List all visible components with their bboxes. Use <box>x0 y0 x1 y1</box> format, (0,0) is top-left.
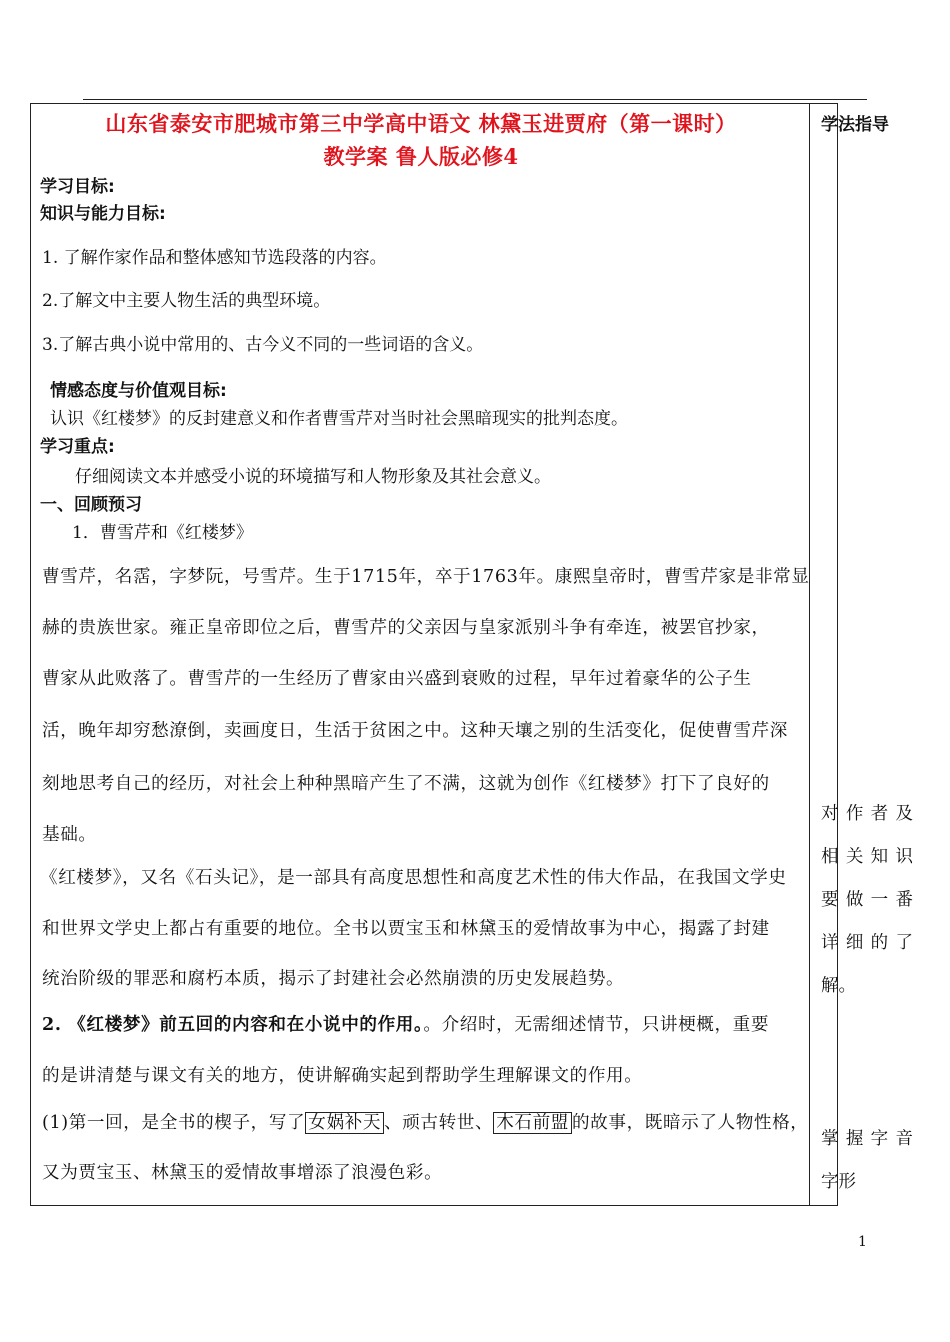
document-title-line1: 山东省泰安市肥城市第三中学高中语文 林黛玉进贾府（第一课时） <box>105 111 737 136</box>
hlm-paragraph-line: 《红楼梦》，又名《石头记》，是一部具有高度思想性和高度艺术性的伟大作品，在我国文学史 <box>40 868 787 888</box>
main-table-frame <box>30 103 838 1206</box>
cao-paragraph-line: 刻地思考自己的经历，对社会上种种黑暗产生了不满，这就为创作《红楼梦》打下了良好的 <box>42 774 770 794</box>
knowledge-item-1: 1. 了解作家作品和整体感知节选段落的内容。 <box>42 248 387 268</box>
cao-paragraph-line: 基础。 <box>42 825 97 845</box>
cao-paragraph-line: 曹家从此败落了。曹雪芹的一生经历了曹家由兴盛到衰败的过程，早年过着豪华的公子生 <box>42 669 752 689</box>
item2-line2: 的是讲清楚与课文有关的地方，使讲解确实起到帮助学生理解课文的作用。 <box>42 1066 643 1086</box>
item2-sub1-text-b: 、顽古转世、 <box>384 1113 494 1133</box>
boxed-term-mushi: 木石前盟 <box>493 1112 572 1134</box>
side-note-line: 字形 <box>821 1172 856 1192</box>
item2-sub1-line1 <box>42 1109 809 1134</box>
emotion-text: 认识《红楼梦》的反封建意义和作者曹雪芹对当时社会黑暗现实的批判态度。 <box>50 409 628 429</box>
cao-paragraph-line: 赫的贵族世家。雍正皇帝即位之后，曹雪芹的父亲因与皇家派别斗争有牵连，被罢官抄家， <box>42 618 770 638</box>
page-number: 1 <box>858 1234 867 1250</box>
cao-paragraph-line: 曹雪芹，名霑，字梦阮，号雪芹。生于1715年，卒于1763年。康熙皇帝时，曹雪芹家是非常显 <box>42 567 810 587</box>
side-column-header: 学法指导 <box>821 115 889 135</box>
side-note-pronunciation <box>821 1118 913 1204</box>
side-note-line: 详细的了 <box>821 933 913 953</box>
knowledge-item-2: 2.了解文中主要人物生活的典型环境。 <box>42 291 331 311</box>
cao-paragraph-line: 活，晚年却穷愁潦倒，卖画度日，生活于贫困之中。这种天壤之别的生活变化，促使曹雪芹深 <box>42 721 788 741</box>
item2-heading: 2. 《红楼梦》前五回的内容和在小说中的作用。 <box>42 1014 424 1035</box>
document-title-line2: 教学案 鲁人版必修4 <box>323 144 519 169</box>
side-note-author <box>821 793 913 1008</box>
item2-sub1-line2: 又为贾宝玉、林黛玉的爱情故事增添了浪漫色彩。 <box>42 1163 443 1183</box>
focus-heading: 学习重点: <box>40 437 115 457</box>
item2-text: 。介绍时，无需细述情节，只讲梗概，重要 <box>423 1015 770 1035</box>
column-divider <box>809 104 810 1205</box>
focus-text: 仔细阅读文本并感受小说的环境描写和人物形象及其社会意义。 <box>75 467 551 487</box>
side-note-line: 解。 <box>821 976 856 996</box>
item2-sub1-text-a: (1)第一回，是全书的楔子，写了 <box>42 1113 306 1133</box>
knowledge-heading: 知识与能力目标: <box>40 204 166 224</box>
review-subheading: 1．曹雪芹和《红楼梦》 <box>72 523 253 543</box>
side-note-line: 相关知识 <box>821 847 913 867</box>
review-heading: 一、回顾预习 <box>40 495 142 515</box>
item2-sub1-text-c: 的故事，既暗示了人物性格， <box>571 1113 809 1133</box>
hlm-paragraph-line: 统治阶级的罪恶和腐朽本质，揭示了封建社会必然崩溃的历史发展趋势。 <box>42 969 625 989</box>
boxed-term-nvwa: 女娲补天 <box>305 1112 384 1134</box>
objectives-heading: 学习目标: <box>40 177 115 197</box>
emotion-heading: 情感态度与价值观目标: <box>50 381 227 401</box>
hlm-paragraph-line: 和世界文学史上都占有重要的地位。全书以贾宝玉和林黛玉的爱情故事为中心，揭露了封建 <box>42 919 770 939</box>
header-rule <box>83 99 867 100</box>
side-note-line: 要做一番 <box>821 890 913 910</box>
item2-line1 <box>42 1011 769 1036</box>
knowledge-item-3: 3.了解古典小说中常用的、古今义不同的一些词语的含义。 <box>42 335 484 355</box>
side-note-line: 掌握字音 <box>821 1129 913 1149</box>
side-note-line: 对作者及 <box>821 804 913 824</box>
